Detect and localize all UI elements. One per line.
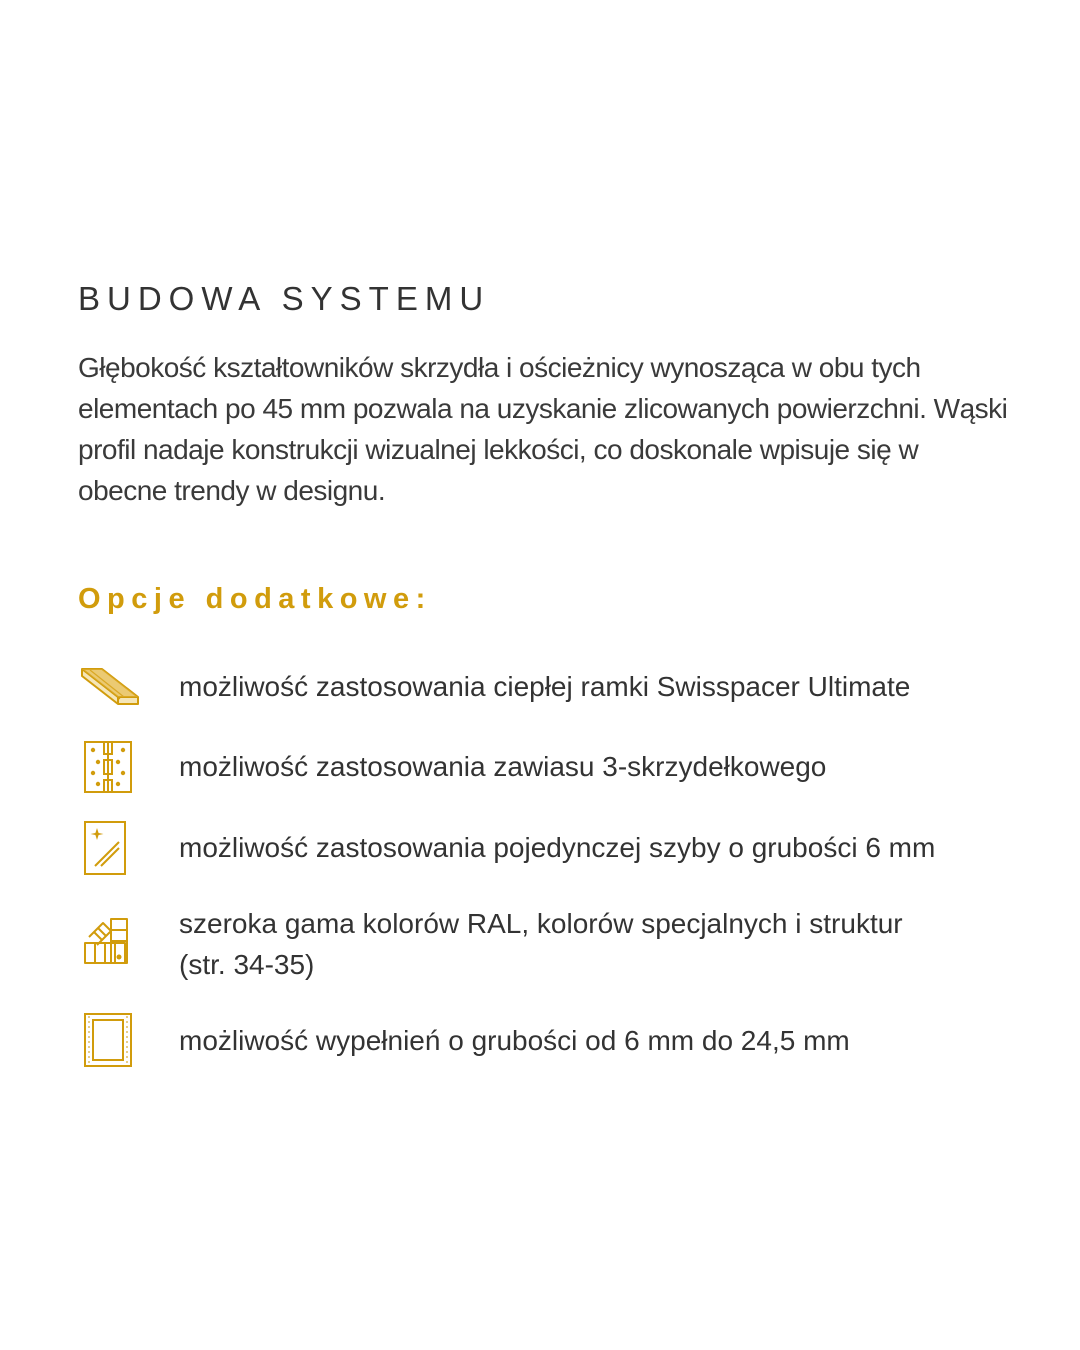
option-label: możliwość zastosowania ciepłej ramki Swisspacer Ultimate [179, 671, 911, 702]
hinge-icon [83, 740, 145, 798]
glass-pane-icon [83, 820, 145, 878]
option-label: możliwość zastosowania pojedynczej szyby o grubości 6 mm [179, 832, 936, 863]
option-label: możliwość zastosowania zawiasu 3-skrzydełkowego [179, 751, 827, 782]
option-label: szeroka gama kolorów RAL, kolorów specjalnych i struktur (str. 34-35) [179, 908, 903, 980]
spacer-bar-icon [78, 666, 140, 724]
options-heading: Opcje dodatkowe: [78, 583, 432, 615]
intro-paragraph: Głębokość kształtowników skrzydła i ościeżnicy wynosząca w obu tych elementach po 45 mm pozwala na uzyskanie zlicowanych powierzchni. Wąski profil nadaje konstrukcji wizualnej lekkości, co doskonale wpisuje się w obecne trendy w designu. [78, 352, 1008, 506]
color-swatches-icon [83, 915, 145, 973]
panel-fill-icon [83, 1012, 145, 1070]
option-label: możliwość wypełnień o grubości od 6 mm do 24,5 mm [179, 1025, 850, 1056]
section-title: BUDOWA SYSTEMU [78, 280, 491, 317]
